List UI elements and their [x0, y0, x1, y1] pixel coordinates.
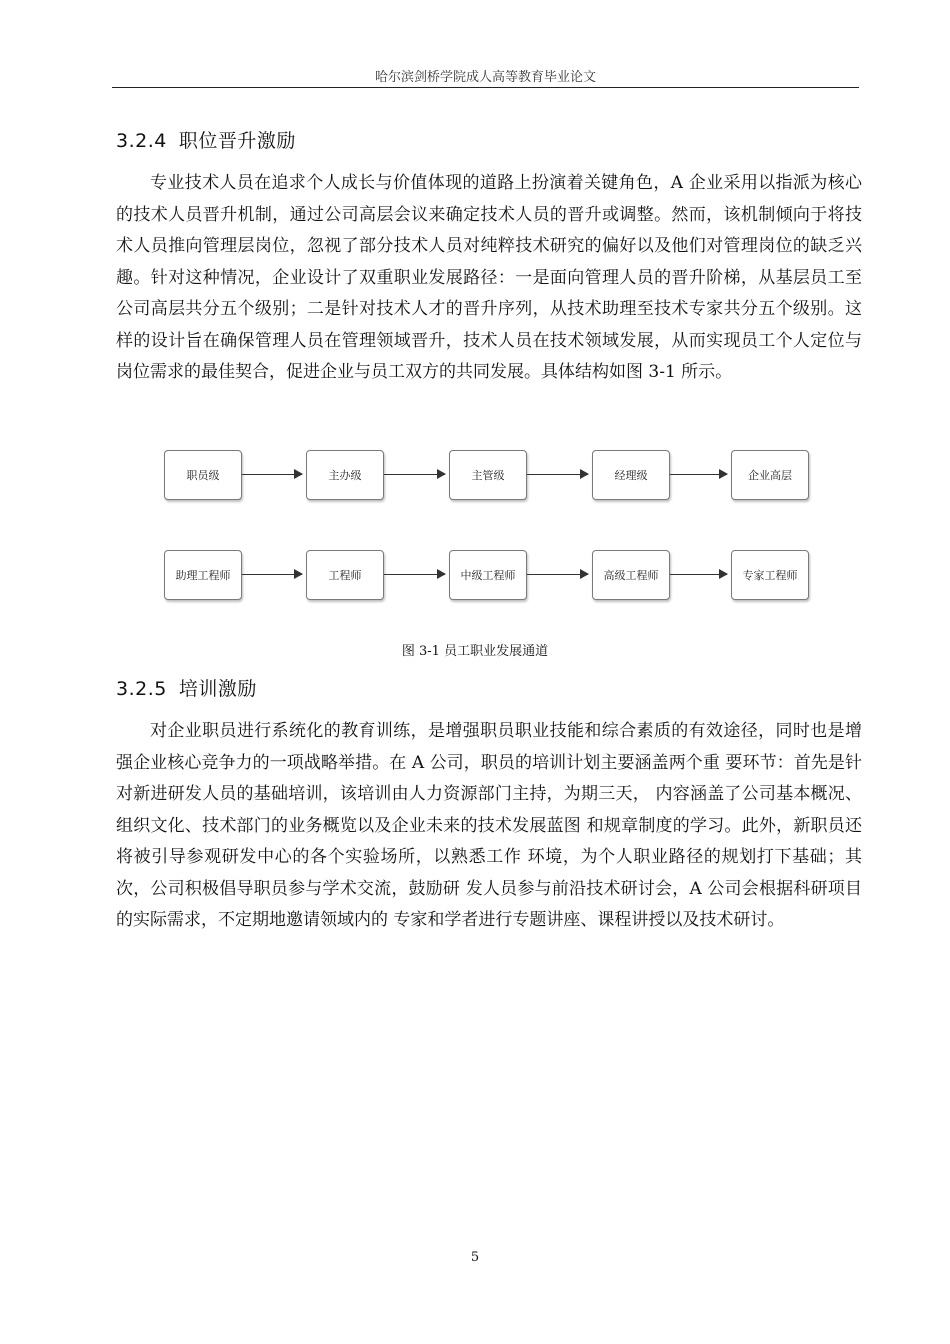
- section-title: 培训激励: [178, 678, 257, 700]
- page-number: 5: [470, 1250, 480, 1265]
- arrow-right-icon: [527, 474, 588, 475]
- management-level-box: 经理级: [592, 450, 670, 500]
- management-level-box: 职员级: [164, 450, 242, 500]
- paragraph-training: 对企业职员进行系统化的教育训练，是增强职员职业技能和综合素质的有效途径，同时也是增强企业核心竞争力的一项战略举措。在 A 公司，职员的培训计划主要涵盖两个重 要环节：首先是针对新进研发人员的基础培训，该培训由人力资源部门主持，为期三天， 内容涵盖了公司基本概况、组织文化、技术部门的业务概览以及企业未来的技术发展蓝图 和规章制度的学习。此外，新职员还将被引导参观研发中心的各个实验场所，以熟悉工作 环境，为个人职业路径的规划打下基础；其次，公司积极倡导职员参与学术交流，鼓励研 发人员参与前沿技术研讨会，A 公司会根据科研项目的实际需求，不定期地邀请领域内的 专家和学者进行专题讲座、课程讲授以及技术研讨。: [116, 721, 862, 930]
- section-number: 3.2.4: [116, 130, 167, 152]
- paragraph-promotion: 专业技术人员在追求个人成长与价值体现的道路上扮演着关键角色，A 企业采用以指派为核心的技术人员晋升机制，通过公司高层会议来确定技术人员的晋升或调整。然而，该机制倾向于将技术人员推向管理层岗位，忽视了部分技术人员对纯粹技术研究的偏好以及他们对管理岗位的缺乏兴趣。针对这种情况，企业设计了双重职业发展路径：一是面向管理人员的晋升阶梯，从基层员工至公司高层共分五个级别；二是针对技术人才的晋升序列，从技术助理至技术专家共分五个级别。这样的设计旨在确保管理人员在管理领域晋升，技术人员在技术领域发展，从而实现员工个人定位与岗位需求的最佳契合，促进企业与员工双方的共同发展。具体结构如图 3-1 所示。: [116, 173, 862, 382]
- arrow-right-icon: [670, 574, 727, 575]
- arrow-right-icon: [384, 474, 445, 475]
- management-level-box: 主管级: [449, 450, 527, 500]
- figure-caption: 图 3-1 员工职业发展通道: [401, 644, 549, 659]
- running-header: 哈尔滨剑桥学院成人高等教育毕业论文: [374, 70, 596, 85]
- technical-level-box: 专家工程师: [731, 550, 809, 600]
- arrow-right-icon: [242, 474, 302, 475]
- section-title: 职位晋升激励: [178, 130, 296, 152]
- career-path-diagram: [162, 448, 810, 600]
- management-level-box: 主办级: [306, 450, 384, 500]
- arrow-right-icon: [670, 474, 727, 475]
- management-level-box: 企业高层: [731, 450, 809, 500]
- technical-level-box: 中级工程师: [449, 550, 527, 600]
- arrow-right-icon: [527, 574, 588, 575]
- arrow-right-icon: [384, 574, 445, 575]
- technical-level-box: 高级工程师: [592, 550, 670, 600]
- section-heading-3-2-5: [116, 674, 257, 701]
- section-number: 3.2.5: [116, 678, 167, 700]
- technical-level-box: 工程师: [306, 550, 384, 600]
- technical-level-box: 助理工程师: [164, 550, 242, 600]
- section-heading-3-2-4: [116, 126, 296, 153]
- arrow-right-icon: [242, 574, 302, 575]
- header-rule: [112, 87, 859, 88]
